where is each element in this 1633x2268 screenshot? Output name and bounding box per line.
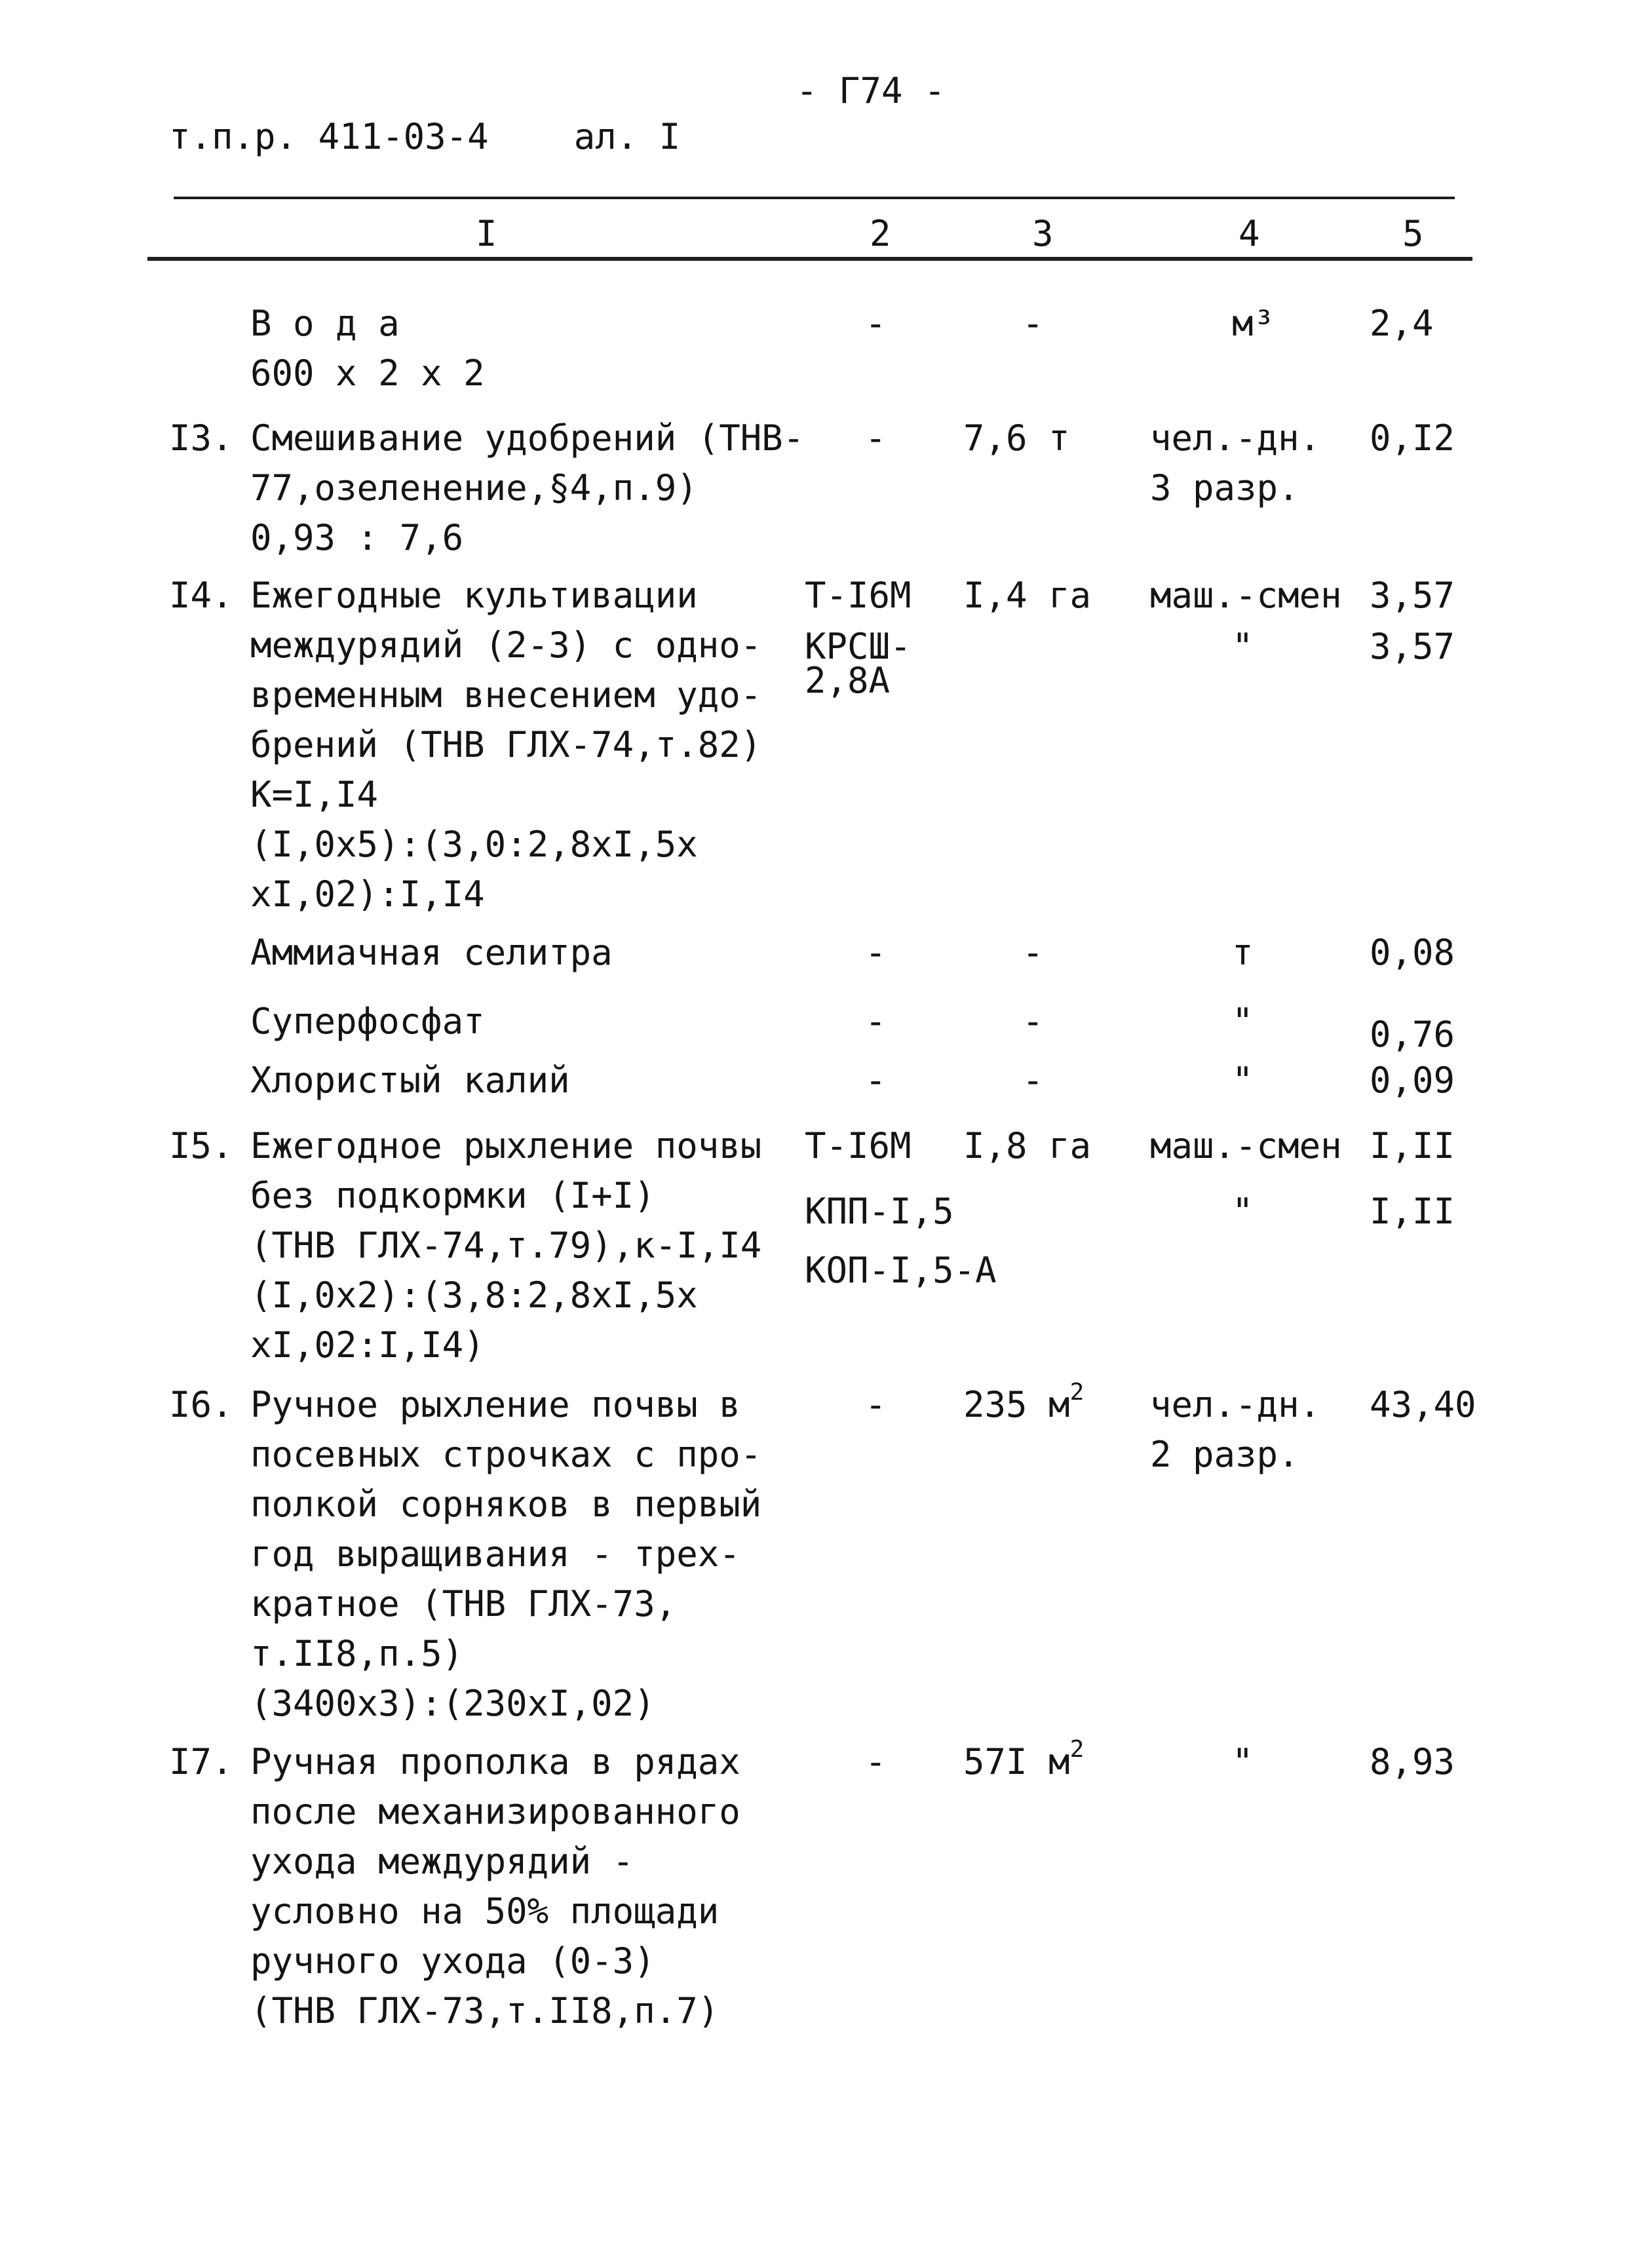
- row-description-line: (ТНВ ГЛХ-74,т.79),к-I,I4: [250, 1225, 762, 1266]
- column-2-value: -: [865, 303, 887, 344]
- row-description-line: без подкормки (I+I): [250, 1175, 655, 1216]
- column-4-value: ": [1232, 1741, 1254, 1782]
- column-3-value: -: [1022, 303, 1044, 344]
- column-header-3: 3: [1032, 213, 1054, 254]
- column-5-value: 3,57: [1370, 575, 1455, 616]
- column-5-value: 0,76: [1370, 1014, 1455, 1055]
- row-description-line: брений (ТНВ ГЛХ-74,т.82): [250, 724, 762, 765]
- table-top-rule: [174, 197, 1455, 199]
- column-4-value: чел.-дн.: [1150, 417, 1321, 459]
- row-description-line: 600 x 2 x 2: [250, 353, 485, 394]
- row-description-line: 0,93 : 7,6: [250, 517, 464, 558]
- document-reference: т.п.р. 411-03-4 ал. I: [169, 116, 681, 157]
- column-5-value: 0,08: [1370, 932, 1455, 973]
- table-header-rule: [147, 257, 1472, 261]
- column-3-value: 7,6 т: [963, 417, 1070, 459]
- page-number: - Г74 -: [796, 70, 946, 111]
- column-3-value: 235 $м^2$: [963, 1379, 1085, 1425]
- column-4-value: т: [1232, 932, 1254, 973]
- row-description-line: посевных строчках с про-: [250, 1434, 762, 1475]
- row-description-line: (I,0x5):(3,0:2,8xI,5x: [250, 824, 698, 865]
- column-header-1: I: [476, 213, 497, 254]
- column-3-value: -: [1022, 1060, 1044, 1101]
- column-4-value: 2 разр.: [1150, 1434, 1299, 1475]
- row-description-line: Аммиачная селитра: [250, 932, 613, 973]
- row-description-line: Ежегодное рыхление почвы: [250, 1125, 762, 1166]
- unit-exponent: 2: [1069, 1379, 1085, 1406]
- column-2-value: -: [865, 417, 887, 459]
- column-2-value: КПП-I,5: [805, 1191, 954, 1232]
- column-header-5: 5: [1402, 213, 1424, 254]
- row-description-line: год выращивания - трех-: [250, 1533, 740, 1575]
- column-4-value: 3 разр.: [1150, 467, 1299, 509]
- column-4-value: маш.-смен: [1150, 1125, 1342, 1166]
- row-description-line: Ручная прополка в рядах: [250, 1741, 740, 1782]
- column-5-value: 3,57: [1370, 626, 1455, 667]
- column-4-value: маш.-смен: [1150, 575, 1342, 616]
- column-2-value: -: [865, 932, 887, 973]
- row-description-line: условно на 50% площади: [250, 1891, 720, 1932]
- column-2-value: -: [865, 1384, 887, 1425]
- row-description-line: (3400x3):(230xI,02): [250, 1683, 655, 1724]
- column-3-value: I,8 га: [963, 1125, 1092, 1166]
- row-description-line: Ручное рыхление почвы в: [250, 1384, 740, 1425]
- row-number: I3.: [169, 417, 233, 459]
- column-header-2: 2: [870, 213, 891, 254]
- column-2-value: КРСШ-: [805, 626, 912, 667]
- row-number: I4.: [169, 575, 233, 616]
- column-5-value: 43,40: [1370, 1384, 1476, 1425]
- row-number: I7.: [169, 1741, 233, 1782]
- column-5-value: 0,09: [1370, 1060, 1455, 1101]
- row-description-line: полкой сорняков в первый: [250, 1484, 762, 1525]
- row-description-line: ручного ухода (0-3): [250, 1940, 655, 1982]
- row-description-line: Смешивание удобрений (ТНВ-: [250, 417, 805, 459]
- column-5-value: 0,I2: [1370, 417, 1455, 459]
- column-4-value: м³: [1232, 303, 1275, 344]
- row-description-line: xI,02:I,I4): [250, 1324, 485, 1366]
- column-5-value: I,II: [1370, 1125, 1455, 1166]
- row-description-line: В о д а: [250, 303, 400, 344]
- column-2-value: 2,8А: [805, 660, 891, 701]
- column-5-value: I,II: [1370, 1191, 1455, 1232]
- row-description-line: Суперфосфат: [250, 1001, 485, 1042]
- column-3-value: -: [1022, 1001, 1044, 1042]
- column-5-value: 2,4: [1370, 303, 1434, 344]
- unit-exponent: 2: [1069, 1736, 1085, 1763]
- row-description-line: ухода междурядий -: [250, 1841, 634, 1882]
- row-description-line: т.II8,п.5): [250, 1633, 464, 1674]
- row-description-line: междурядий (2-3) с одно-: [250, 625, 762, 666]
- column-3-value: -: [1022, 932, 1044, 973]
- row-description-line: К=I,I4: [250, 774, 379, 815]
- column-header-4: 4: [1239, 213, 1260, 254]
- column-3-value: 57I $м^2$: [963, 1736, 1085, 1782]
- column-2-value: Т-I6М: [805, 575, 912, 616]
- column-5-value: 8,93: [1370, 1741, 1455, 1782]
- row-description-line: кратное (ТНВ ГЛХ-73,: [250, 1583, 677, 1624]
- row-description-line: Хлористый калий: [250, 1060, 570, 1101]
- row-description-line: (I,0x2):(3,8:2,8xI,5x: [250, 1275, 698, 1316]
- column-4-value: чел.-дн.: [1150, 1384, 1321, 1425]
- row-description-line: xI,02):I,I4: [250, 874, 485, 915]
- column-3-value: I,4 га: [963, 575, 1092, 616]
- row-description-line: после механизированного: [250, 1791, 740, 1832]
- column-2-value: -: [865, 1001, 887, 1042]
- column-4-value: ": [1232, 1060, 1254, 1101]
- row-number: I6.: [169, 1384, 233, 1425]
- column-2-value: КОП-I,5-А: [805, 1250, 997, 1291]
- row-description-line: (ТНВ ГЛХ-73,т.II8,п.7): [250, 1990, 720, 2031]
- column-4-value: ": [1232, 1191, 1254, 1232]
- row-description-line: Ежегодные культивации: [250, 575, 698, 616]
- column-4-value: ": [1232, 626, 1254, 667]
- row-description-line: 77,озеленение,§4,п.9): [250, 467, 698, 509]
- row-description-line: временным внесением удо-: [250, 674, 762, 716]
- column-4-value: ": [1232, 1001, 1254, 1042]
- column-2-value: -: [865, 1741, 887, 1782]
- row-number: I5.: [169, 1125, 233, 1166]
- column-2-value: Т-I6М: [805, 1125, 912, 1166]
- column-2-value: -: [865, 1060, 887, 1101]
